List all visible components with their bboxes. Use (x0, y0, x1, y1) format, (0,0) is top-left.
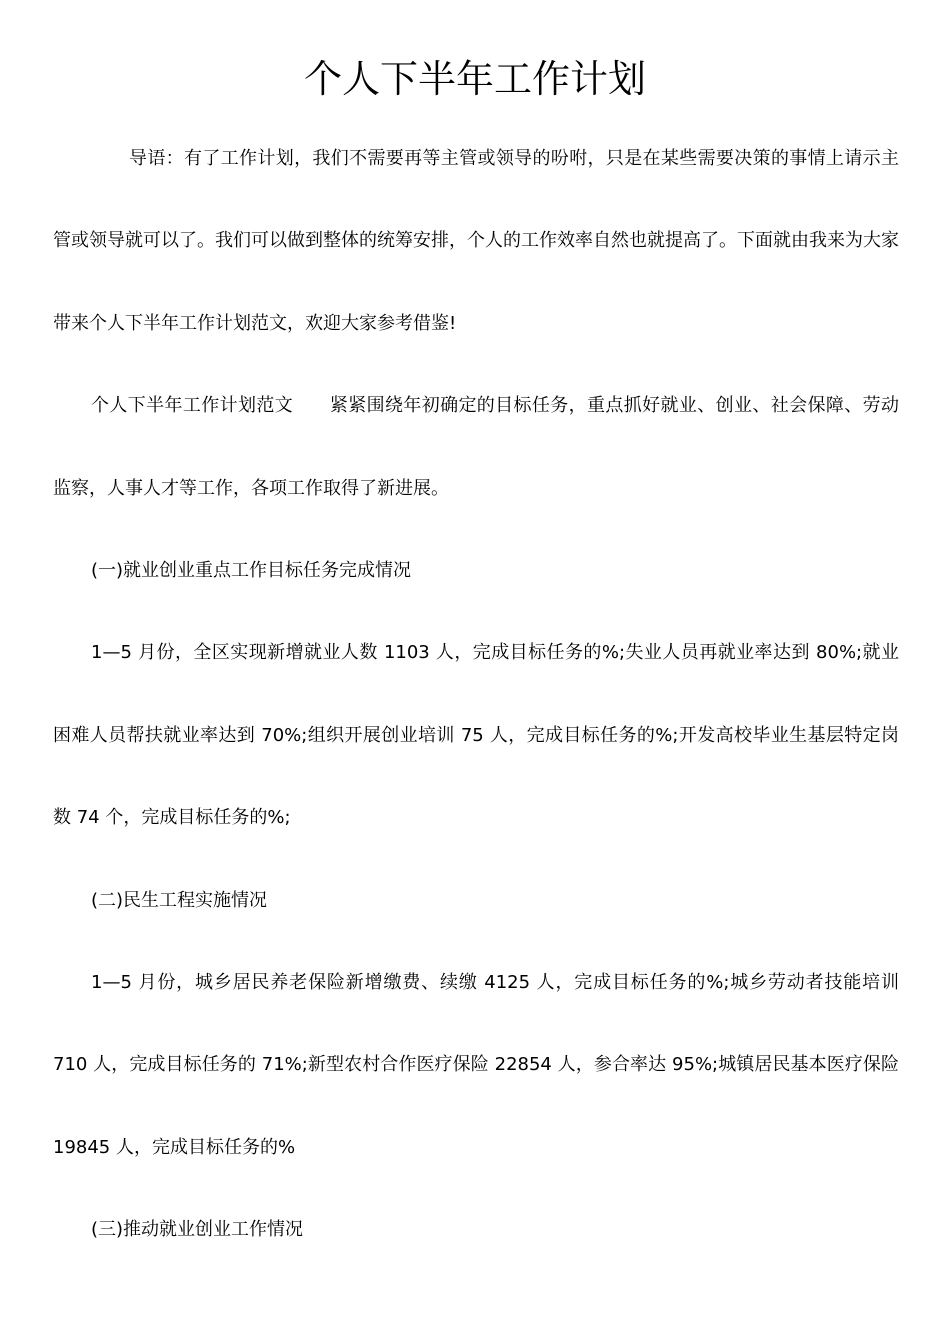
document-title: 个人下半年工作计划 (303, 57, 646, 101)
section-1-paragraph: 1—5 月份，全区实现新增就业人数 1103 人，完成目标任务的%;失业人员再就业率达到 80%;就业困难人员帮扶就业率达到 70%;组织开展创业培训 75 人，完成目标任务的%;开发高校毕业生基层特定岗数 74 个，完成目标任务的%; (53, 642, 899, 829)
section-heading-1: (一)就业创业重点工作目标任务完成情况 (91, 560, 412, 582)
section-heading-3: (三)推动就业创业工作情况 (91, 1219, 304, 1241)
document-body (53, 118, 905, 1272)
section-heading-2: (二)民生工程实施情况 (91, 889, 268, 911)
intro-paragraph: 导语：有了工作计划，我们不需要再等主管或领导的吩咐，只是在某些需要决策的事情上请示主管或领导就可以了。我们可以做到整体的统筹安排，个人的工作效率自然也就提高了。下面就由我来为大家带来个人下半年工作计划范文，欢迎大家参考借鉴! (53, 148, 899, 334)
section-2-paragraph: 1—5 月份，城乡居民养老保险新增缴费、续缴 4125 人，完成目标任务的%;城乡劳动者技能培训 710 人，完成目标任务的 71%;新型农村合作医疗保险 22854 人，参合率达 95%;城镇居民基本医疗保险 19845 人，完成目标任务的% (53, 972, 905, 1158)
summary-paragraph: 个人下半年工作计划范文 紧紧围绕年初确定的目标任务，重点抓好就业、创业、社会保障、劳动监察，人事人才等工作，各项工作取得了新进展。 (53, 395, 899, 499)
